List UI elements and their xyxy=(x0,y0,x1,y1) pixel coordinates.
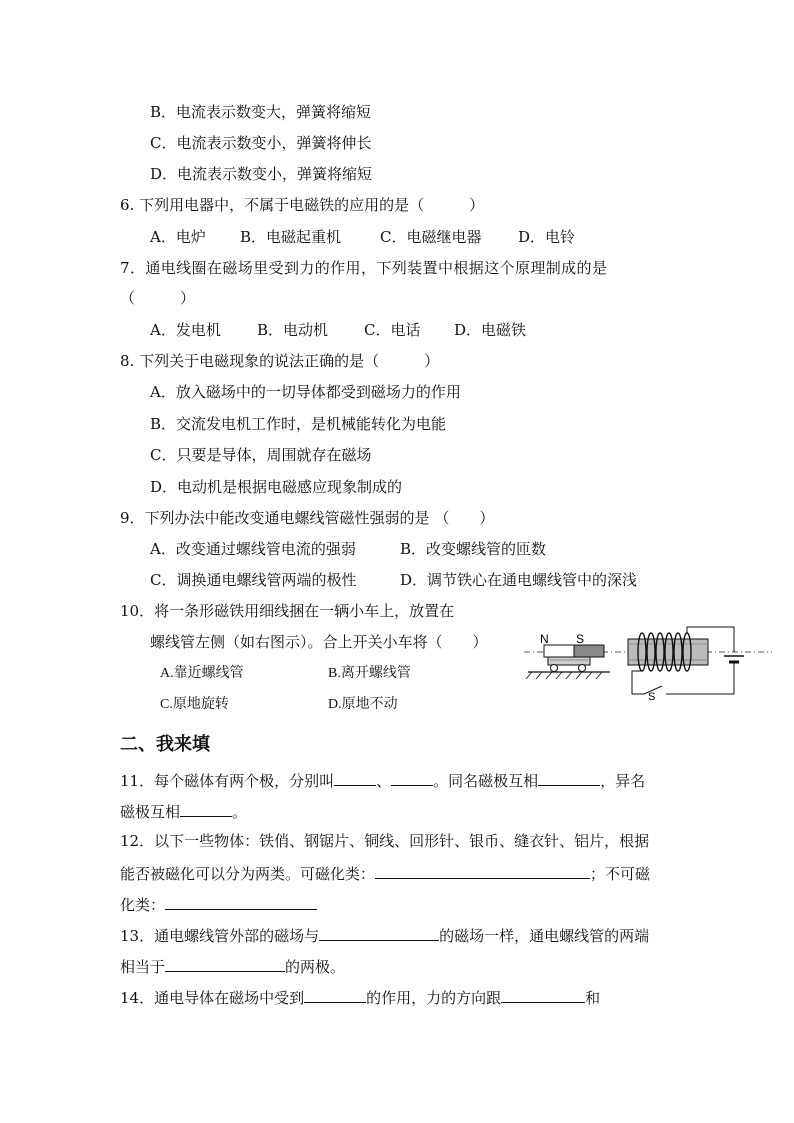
q9-option-a: A．改变通过螺线管电流的强弱 xyxy=(150,540,356,558)
q12-blank-2[interactable] xyxy=(165,893,317,910)
cart-wheel-left xyxy=(551,665,558,672)
q6-stem: 6. 下列用电器中，不属于电磁铁的应用的是（ ） xyxy=(120,196,485,214)
q10-stem-line2: 螺线管左侧（如右图示）。合上开关小车将（ ） xyxy=(150,633,488,651)
q6-option-d: D．电铃 xyxy=(518,228,576,246)
q14-blank-2[interactable] xyxy=(501,986,585,1003)
q6-option-b: B．电磁起重机 xyxy=(240,228,342,246)
q10-option-a: A.靠近螺线管 xyxy=(160,666,244,681)
section-2-heading: 二、我来填 xyxy=(120,734,210,755)
q11-text-3: 。同名磁极互相 xyxy=(433,772,539,790)
solenoid xyxy=(628,633,708,671)
switch xyxy=(644,686,662,703)
q8-option-a: A．放入磁场中的一切导体都受到磁场力的作用 xyxy=(150,383,461,401)
q11-blank-3[interactable] xyxy=(538,769,600,786)
q12-text-2: ；不可磁 xyxy=(590,865,651,883)
q13-line2 xyxy=(120,955,345,977)
q11-line1 xyxy=(120,769,645,791)
q14-blank-1[interactable] xyxy=(304,986,366,1003)
magnet-s-label: S xyxy=(576,632,585,646)
q5-option-b: B．电流表示数变大，弹簧将缩短 xyxy=(150,103,372,121)
q7-options xyxy=(150,320,526,340)
q8-option-d: D．电动机是根据电磁感应现象制成的 xyxy=(150,478,403,496)
q7-stem: 7．通电线圈在磁场里受到力的作用，下列装置中根据这个原理制成的是 xyxy=(120,259,608,277)
q12-line3 xyxy=(120,893,317,915)
q9-stem: 9．下列办法中能改变通电螺线管磁性强弱的是 （ ） xyxy=(120,509,495,527)
q7-option-d: D．电磁铁 xyxy=(454,321,527,339)
q10-option-c: C.原地旋转 xyxy=(160,697,229,712)
q12-text-3: 化类： xyxy=(120,896,166,914)
q14-line1 xyxy=(120,986,600,1008)
q11-text-1: 11．每个磁体有两个极，分别叫 xyxy=(120,772,335,790)
q6-option-a: A．电炉 xyxy=(150,228,206,246)
q12-line2 xyxy=(120,862,650,884)
q9-option-b: B．改变螺线管的匝数 xyxy=(400,540,547,558)
q7-option-a: A．发电机 xyxy=(150,321,221,339)
q13-text-4: 的两极。 xyxy=(285,958,346,976)
q13-text-2: 的磁场一样，通电螺线管的两端 xyxy=(439,927,650,945)
q13-blank-2[interactable] xyxy=(165,955,285,972)
q13-line1 xyxy=(120,924,649,946)
q9-options-row1 xyxy=(150,539,546,559)
q11-line2 xyxy=(120,800,247,822)
q13-blank-1[interactable] xyxy=(319,924,439,941)
q10-figure xyxy=(524,622,774,704)
q14-text-2: 的作用，力的方向跟 xyxy=(366,989,502,1007)
q12-line1: 12．以下一些物体：铁俏、钢锯片、铜线、回形针、银币、缝衣针、铝片，根据 xyxy=(120,832,650,850)
q8-option-c: C．只要是导体，周围就存在磁场 xyxy=(150,446,372,464)
q13-text-1: 13．通电螺线管外部的磁场与 xyxy=(120,927,320,945)
q10-stem-line1: 10．将一条形磁铁用细线捆在一辆小车上，放置在 xyxy=(120,602,455,620)
q10-option-b: B.离开螺线管 xyxy=(328,666,411,681)
q11-text-5: 磁极互相 xyxy=(120,803,181,821)
cart-wheel-right xyxy=(579,665,586,672)
q9-option-d: D．调节铁心在通电螺线管中的深浅 xyxy=(400,571,638,589)
switch-label: S xyxy=(648,691,656,703)
q11-text-4: ，异名 xyxy=(600,772,646,790)
ground xyxy=(526,672,610,679)
q12-text-1: 能否被磁化可以分为两类。可磁化类： xyxy=(120,865,376,883)
q14-text-1: 14．通电导体在磁场中受到 xyxy=(120,989,305,1007)
q12-blank-1[interactable] xyxy=(375,862,590,879)
bar-magnet xyxy=(540,632,604,657)
q9-options-row2 xyxy=(150,570,637,590)
q7-paren: （ ） xyxy=(120,289,196,307)
q8-option-b: B．交流发电机工作时，是机械能转化为电能 xyxy=(150,415,447,433)
q5-option-c: C．电流表示数变小，弹簧将伸长 xyxy=(150,134,372,152)
q9-option-c: C．调换通电螺线管两端的极性 xyxy=(150,571,357,589)
battery xyxy=(724,656,744,662)
q11-text-2: 、 xyxy=(376,772,392,790)
q11-blank-4[interactable] xyxy=(180,800,232,817)
cart xyxy=(548,657,590,672)
q5-option-d: D．电流表示数变小，弹簧将缩短 xyxy=(150,165,373,183)
q11-blank-1[interactable] xyxy=(334,769,376,786)
q6-options xyxy=(150,227,575,247)
magnet-n-label: N xyxy=(540,632,549,646)
q14-text-3: 和 xyxy=(585,989,601,1007)
q7-option-c: C．电话 xyxy=(364,321,421,339)
q13-text-3: 相当于 xyxy=(120,958,166,976)
q10-option-d: D.原地不动 xyxy=(328,697,398,712)
q6-option-c: C．电磁继电器 xyxy=(380,228,482,246)
q11-blank-2[interactable] xyxy=(391,769,433,786)
q8-stem: 8. 下列关于电磁现象的说法正确的是（ ） xyxy=(120,352,440,370)
q7-option-b: B．电动机 xyxy=(257,321,329,339)
q11-text-6: 。 xyxy=(232,803,248,821)
